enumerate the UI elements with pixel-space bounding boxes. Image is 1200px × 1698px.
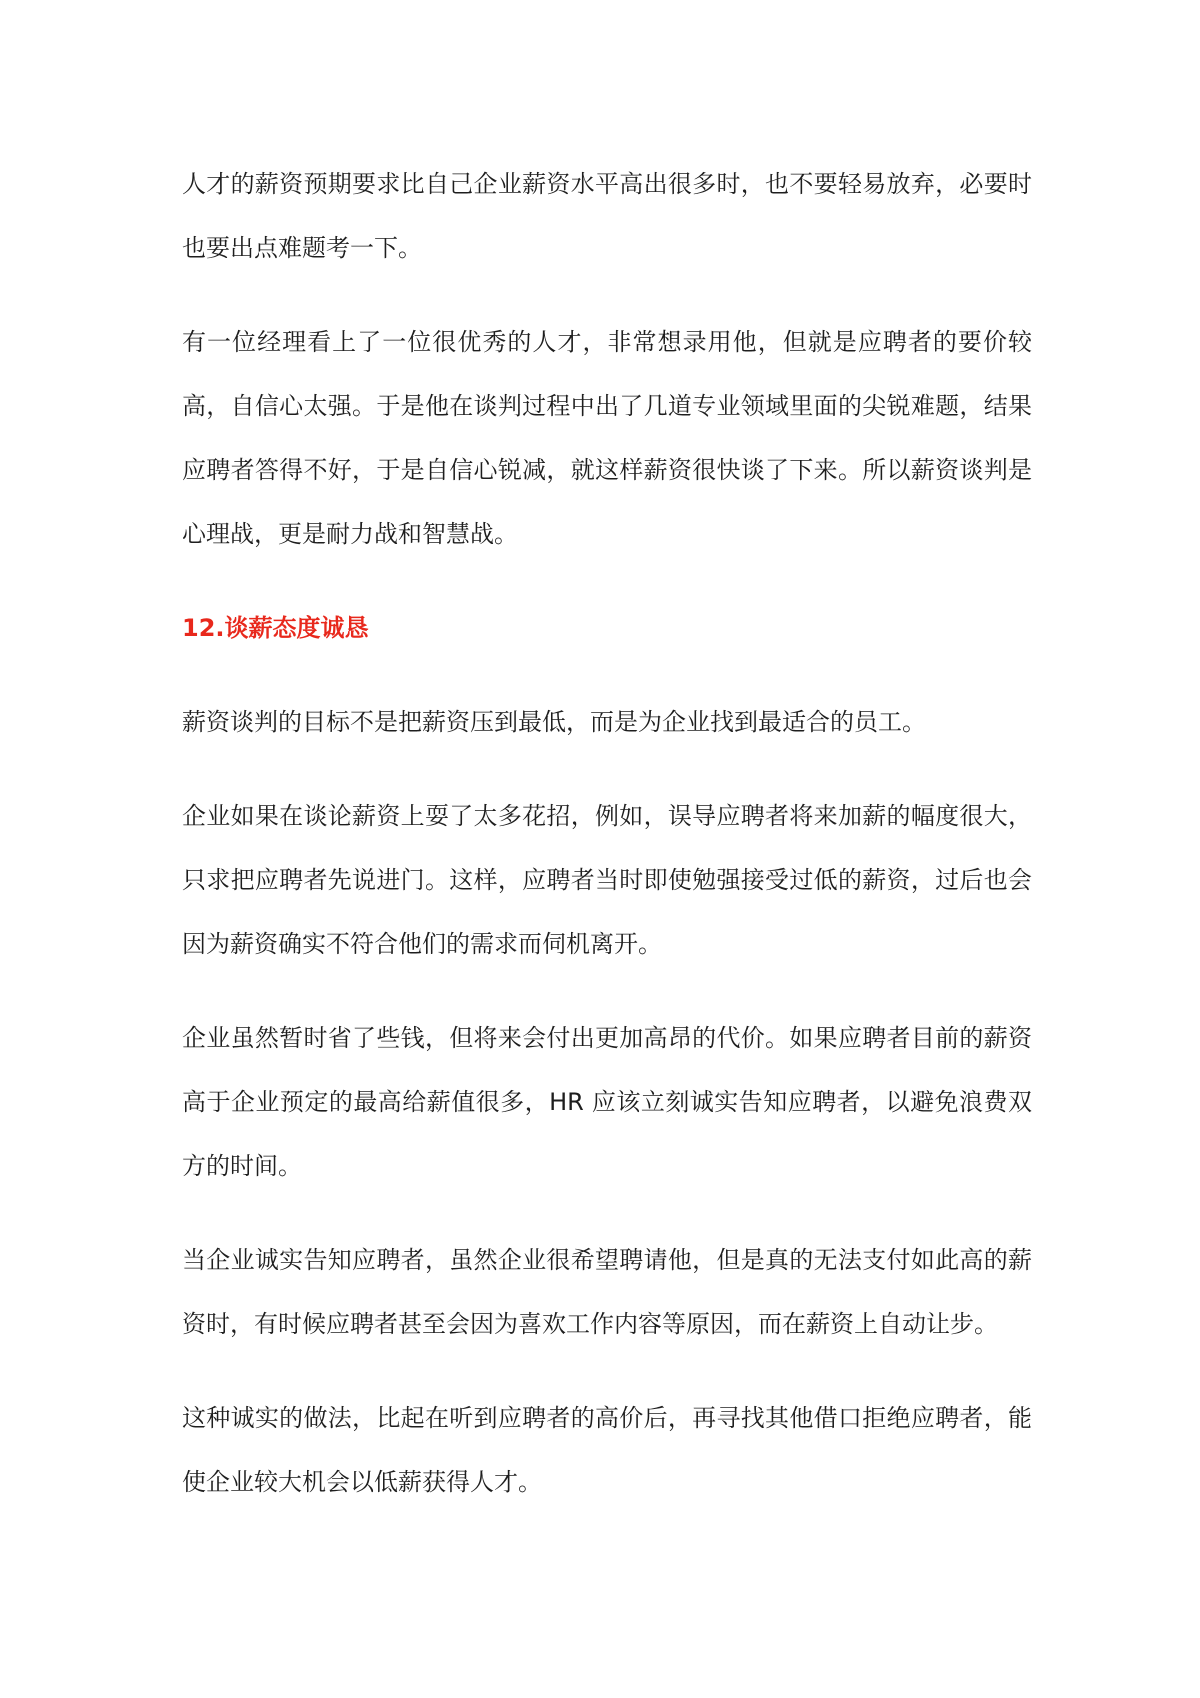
document-body — [182, 152, 1032, 1544]
paragraph: 企业如果在谈论薪资上耍了太多花招，例如，误导应聘者将来加薪的幅度很大，只求把应聘者先说进门。这样，应聘者当时即使勉强接受过低的薪资，过后也会因为薪资确实不符合他们的需求而伺机离开。 — [182, 802, 1032, 958]
section-heading: 12.谈薪态度诚恳 — [182, 614, 369, 642]
paragraph: 当企业诚实告知应聘者，虽然企业很希望聘请他，但是真的无法支付如此高的薪资时，有时候应聘者甚至会因为喜欢工作内容等原因，而在薪资上自动让步。 — [182, 1246, 1032, 1338]
paragraph: 薪资谈判的目标不是把薪资压到最低，而是为企业找到最适合的员工。 — [182, 708, 926, 736]
paragraph: 有一位经理看上了一位很优秀的人才，非常想录用他，但就是应聘者的要价较高，自信心太强。于是他在谈判过程中出了几道专业领域里面的尖锐难题，结果应聘者答得不好，于是自信心锐减，就这样薪资很快谈了下来。所以薪资谈判是心理战，更是耐力战和智慧战。 — [182, 328, 1032, 548]
paragraph: 人才的薪资预期要求比自己企业薪资水平高出很多时，也不要轻易放弃，必要时也要出点难题考一下。 — [182, 170, 1032, 262]
paragraph: 企业虽然暂时省了些钱，但将来会付出更加高昂的代价。如果应聘者目前的薪资高于企业预定的最高给薪值很多，HR 应该立刻诚实告知应聘者，以避免浪费双方的时间。 — [182, 1024, 1032, 1180]
paragraph: 这种诚实的做法，比起在听到应聘者的高价后，再寻找其他借口拒绝应聘者，能使企业较大机会以低薪获得人才。 — [182, 1404, 1032, 1496]
